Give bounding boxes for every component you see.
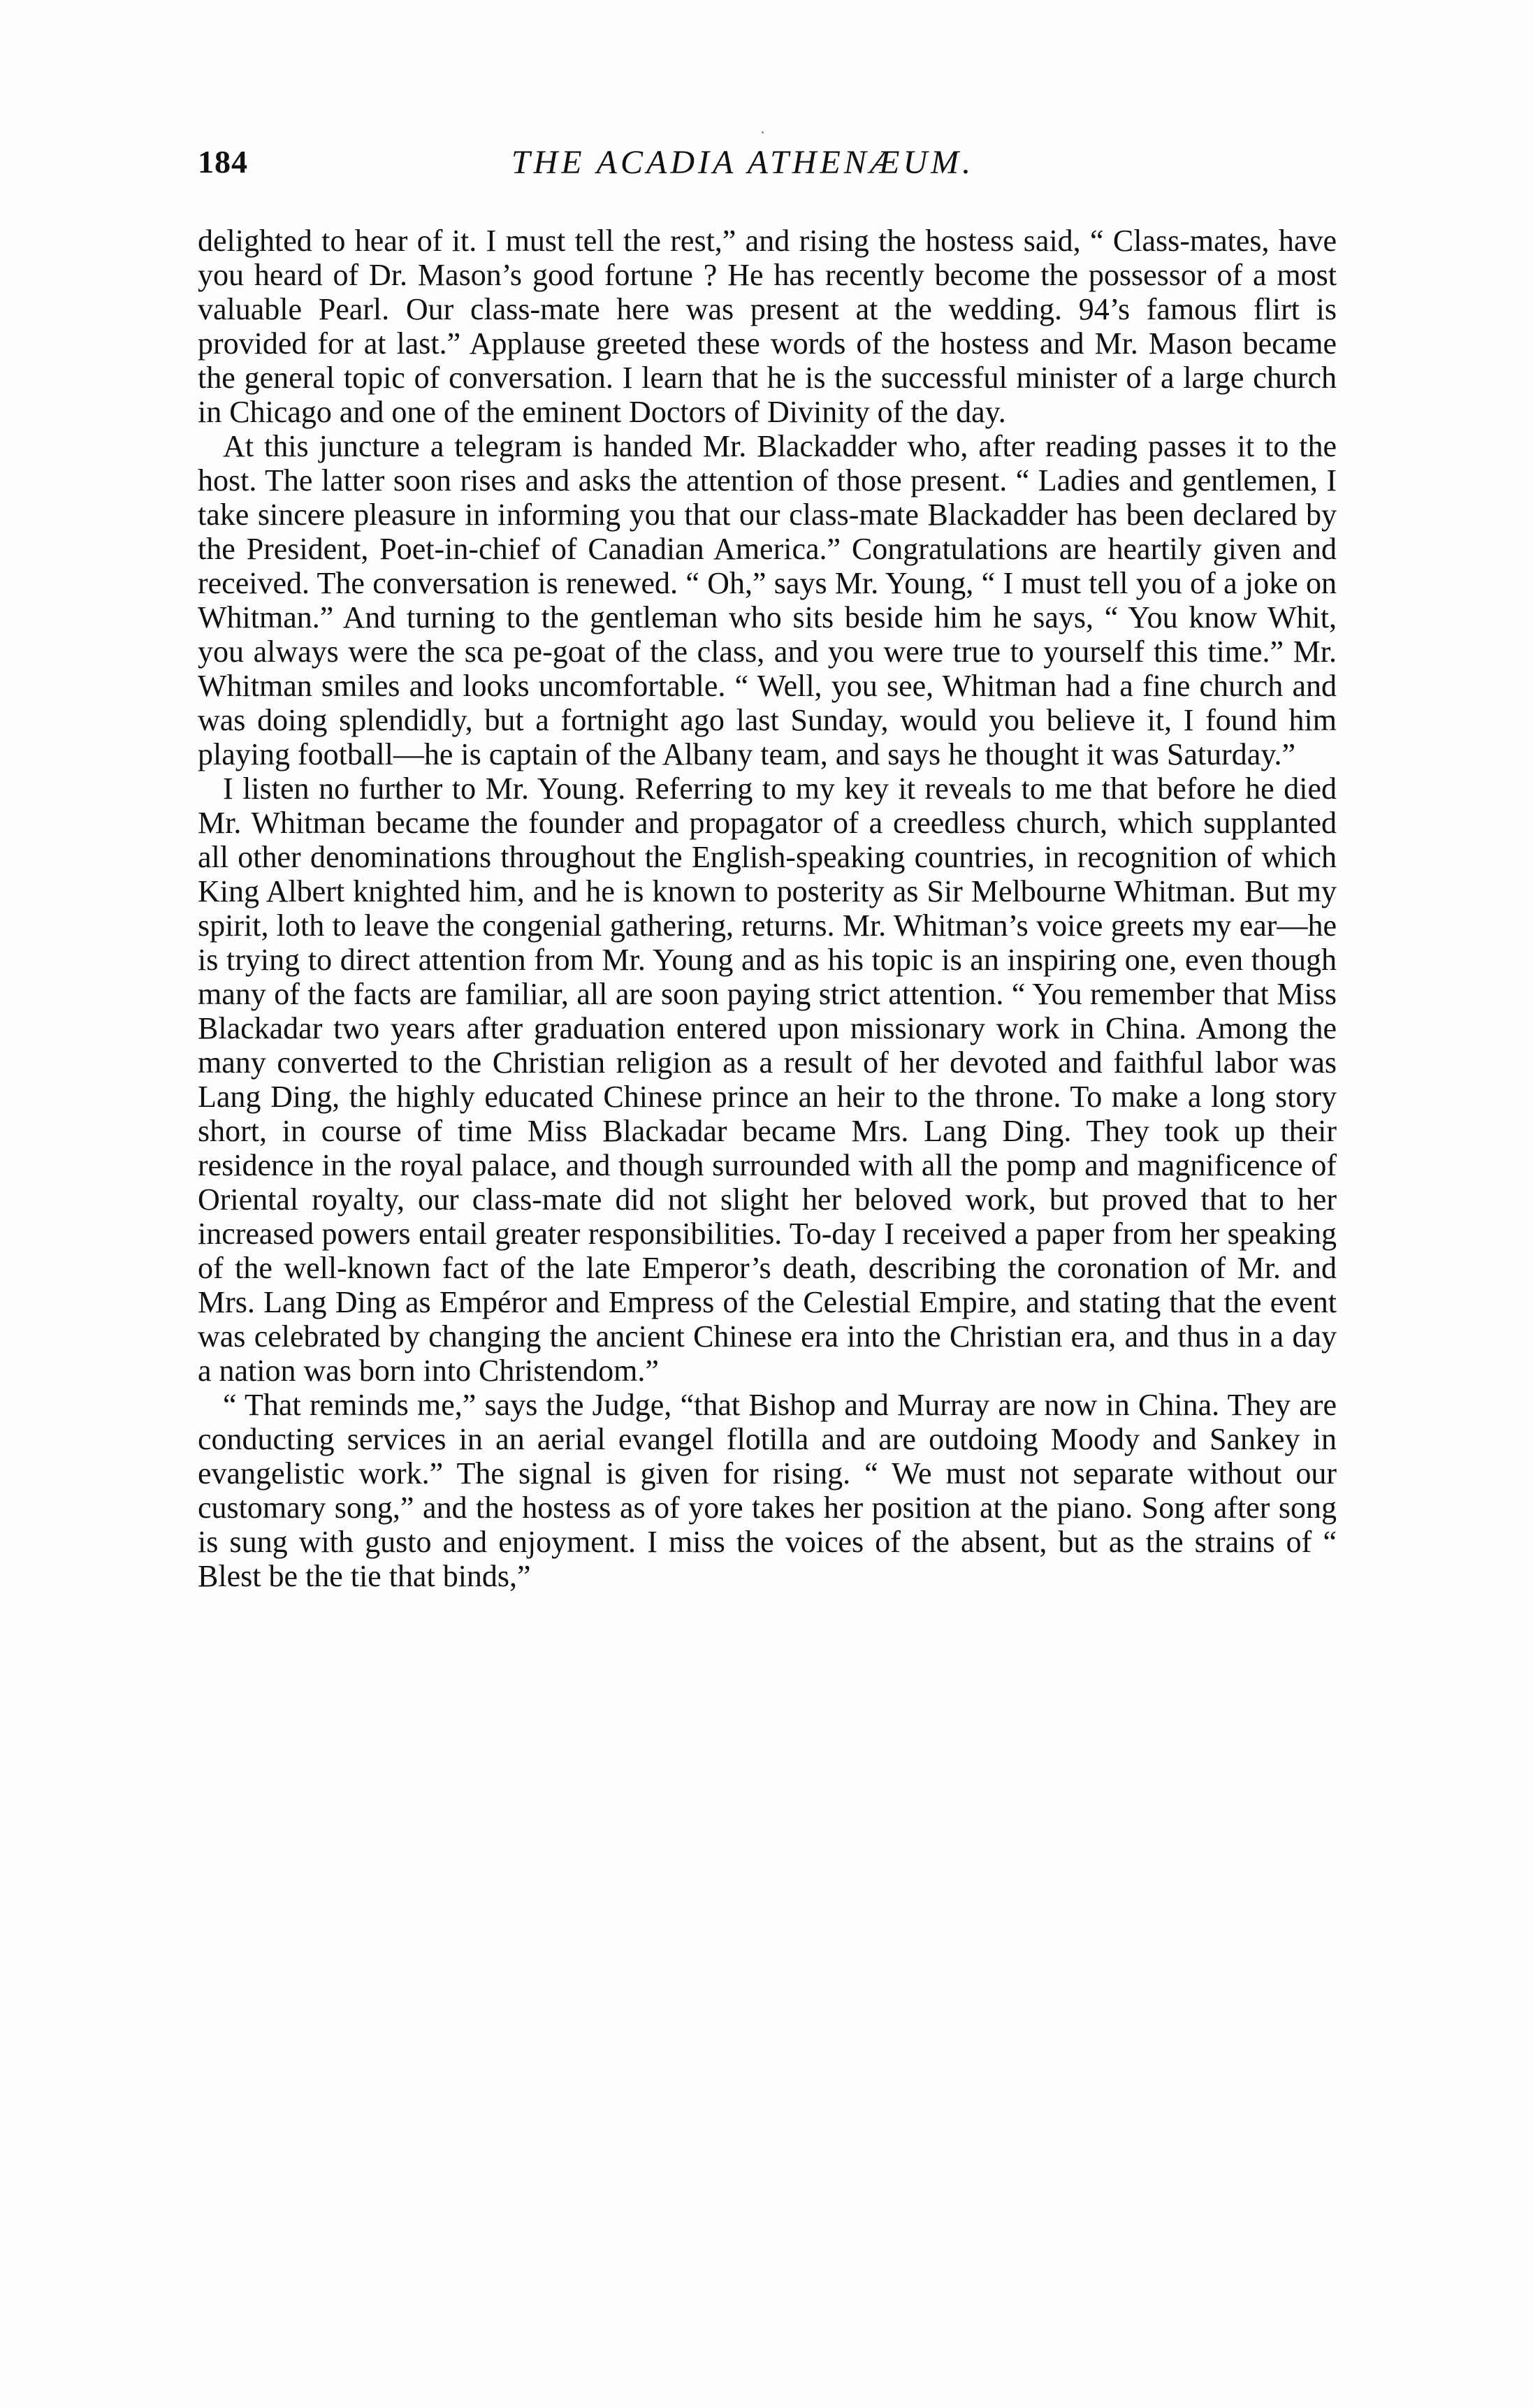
paragraph-3: I listen no further to Mr. Young. Referring to my key it reveals to me that before he died Mr. Whitman became the founder and propagator of a creedless church, which supplanted all other denominations throughout the English-speaking countries, in recognition of which King Albert knighted him, and he is known to posterity as Sir Melbourne Whitman. But my spirit, loth to leave the congenial gathering, returns. Mr. Whitman’s voice greets my ear—he is trying to direct attention from Mr. Young and as his topic is an inspiring one, even though many of the facts are familiar, all are soon paying strict attention. “ You remember that Miss Blackadar two years after graduation entered upon missionary work in China. Among the many converted to the Christian religion as a result of her devoted and faithful labor was Lang Ding, the highly educated Chinese prince an heir to the throne. To make a long story short, in course of time Miss Blackadar became Mrs. Lang Ding. They took up their residence in the royal palace, and though surrounded with all the pomp and magnificence of Oriental royalty, our class-mate did not slight her beloved work, but proved that to her increased powers entail greater responsibilities. To-day I received a paper from her speaking of the well-known fact of the late Emperor’s death, describing the coronation of Mr. and Mrs. Lang Ding as Empéror and Empress of the Celestial Empire, and stating that the event was celebrated by changing the ancient Chinese era into the Christian era, and thus in a day a nation was born into Christendom.” <box>198 771 1337 1388</box>
paragraph-1: delighted to hear of it. I must tell the rest,” and rising the hostess said, “ Class-mates, have you heard of Dr. Mason’s good fortune ? He has recently become the possessor of a most valuable Pearl. Our class-mate here was present at the wedding. 94’s famous flirt is provided for at last.” Applause greeted these words of the hostess and Mr. Mason became the general topic of conversation. I learn that he is the successful minister of a large church in Chicago and one of the eminent Doctors of Divinity of the day. <box>198 224 1337 429</box>
page-number: 184 <box>198 144 248 180</box>
article-body <box>198 224 1337 1593</box>
print-speck <box>762 131 764 133</box>
paragraph-4: “ That reminds me,” says the Judge, “that Bishop and Murray are now in China. They are conducting services in an aerial evangel flotilla and are outdoing Moody and Sankey in evangelistic work.” The signal is given for rising. “ We must not separate without our customary song,” and the hostess as of yore takes her position at the piano. Song after song is sung with gusto and enjoyment. I miss the voices of the absent, but as the strains of “ Blest be the tie that binds,” <box>198 1388 1337 1593</box>
page-header <box>198 143 1337 199</box>
journal-title: THE ACADIA ATHENÆUM. <box>511 144 975 181</box>
paragraph-2: At this juncture a telegram is handed Mr. Blackadder who, after reading passes it to the host. The latter soon rises and asks the attention of those present. “ Ladies and gentlemen, I take sincere pleasure in informing you that our class-mate Blackadder has been declared by the President, Poet-in-chief of Canadian America.” Congratulations are heartily given and received. The conversation is renewed. “ Oh,” says Mr. Young, “ I must tell you of a joke on Whitman.” And turning to the gentleman who sits beside him he says, “ You know Whit, you always were the sca pe-goat of the class, and you were true to yourself this time.” Mr. Whitman smiles and looks uncomfortable. “ Well, you see, Whitman had a fine church and was doing splendidly, but a fortnight ago last Sunday, would you believe it, I found him playing football—he is captain of the Albany team, and says he thought it was Saturday.” <box>198 429 1337 771</box>
